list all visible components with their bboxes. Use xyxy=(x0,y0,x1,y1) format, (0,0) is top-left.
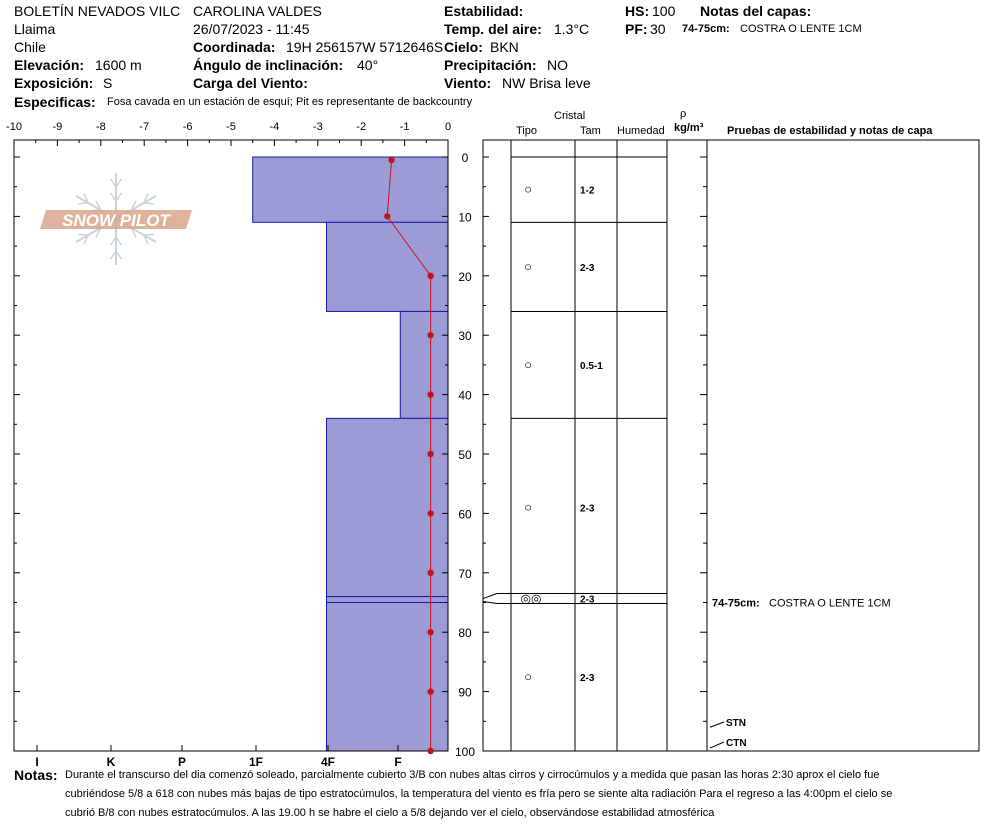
depth-tick-label: 50 xyxy=(458,448,472,462)
aspect-label: Exposición: xyxy=(14,75,94,91)
datetime: 26/07/2023 - 11:45 xyxy=(193,21,310,37)
crystal-type: ○ xyxy=(524,668,532,684)
wind-value: NW Brisa leve xyxy=(502,75,591,91)
depth-tick-label: 70 xyxy=(458,566,472,581)
temperature-point xyxy=(427,510,433,516)
temperature-axis xyxy=(6,121,451,146)
temperature-point xyxy=(384,213,390,219)
tam-header: Tam xyxy=(580,125,601,137)
test-label: CTN xyxy=(726,738,747,749)
snowflake-branch xyxy=(78,203,88,204)
elevation-value: 1600 m xyxy=(95,57,142,73)
observer-name: CAROLINA VALDES xyxy=(193,3,322,19)
test-leader xyxy=(710,722,724,727)
temp-tick-label: -6 xyxy=(182,121,193,133)
crystal-type: ○ xyxy=(524,258,532,274)
depth-tick-label: 90 xyxy=(458,685,472,700)
temp-tick-label: -9 xyxy=(52,121,63,133)
temp-tick-label: -3 xyxy=(312,121,323,133)
location: Llaima xyxy=(14,21,56,37)
depth-tick-label: 10 xyxy=(458,210,472,225)
humedad-header: Humedad xyxy=(617,125,665,137)
temp-tick-label: -4 xyxy=(269,121,280,133)
crystal-type: ○ xyxy=(524,356,532,372)
layer-note-depth: 74-75cm: xyxy=(712,597,760,610)
density-rho-header: ρ xyxy=(680,108,687,120)
notes-line-1: Durante el transcurso del dia comenzó soleado, parcialmente cubierto 3/B con nubes altas cirros y cirrocúmulos y a medida que pasan las horas 2:30 aprox el cielo fue xyxy=(65,769,880,781)
hs-value: 100 xyxy=(652,3,676,19)
temp-tick-label: 0 xyxy=(444,121,452,133)
snowflake-branch xyxy=(78,234,88,235)
tests-header: Pruebas de estabilidad y notas de capa xyxy=(727,125,933,137)
hardness-bar xyxy=(253,157,448,222)
pf-label: PF: xyxy=(625,21,648,37)
precipitation-value: NO xyxy=(547,57,568,73)
test-leader xyxy=(710,742,724,748)
layer-table xyxy=(483,140,891,751)
density-unit-header: kg/m³ xyxy=(674,122,704,134)
temp-tick-label: -7 xyxy=(139,121,150,133)
depth-tick-label: 60 xyxy=(458,507,472,522)
test-label: STN xyxy=(726,718,746,729)
report-title: BOLETÍN NEVADOS VILC xyxy=(14,3,181,19)
temperature-point xyxy=(427,570,433,576)
hs-label: HS: xyxy=(625,3,650,19)
aspect-value: S xyxy=(103,75,113,91)
crystal-size: 2-3 xyxy=(580,262,595,274)
crystal-type: ◎◎ xyxy=(520,591,542,606)
temp-tick-label: -10 xyxy=(6,121,22,133)
temperature-point xyxy=(427,332,433,338)
layer-note-text: COSTRA O LENTE 1CM xyxy=(769,597,891,610)
table-frame xyxy=(483,140,979,751)
hardness-tick-label: P xyxy=(177,755,187,769)
hardness-bar xyxy=(326,222,448,311)
depth-tick-label: 0 xyxy=(461,151,469,165)
sky-label: Cielo: xyxy=(444,39,483,55)
hardness-tick-label: 1F xyxy=(248,755,264,769)
crystal-size: 2-3 xyxy=(580,672,595,684)
temperature-point xyxy=(427,748,433,754)
hardness-tick-label: 4F xyxy=(320,755,336,769)
coordinate-value: 19H 256157W 5712646S xyxy=(286,39,444,55)
temp-tick-label: -1 xyxy=(399,121,410,133)
crystal-size: 2-3 xyxy=(580,503,595,515)
temperature-point xyxy=(427,688,433,694)
depth-tick-label: 100 xyxy=(454,745,476,759)
crystal-type: ○ xyxy=(524,499,532,515)
stability-label: Estabilidad: xyxy=(444,3,524,19)
coordinate-label: Coordinada: xyxy=(193,39,276,55)
snowflake-branch xyxy=(144,234,154,235)
temperature-point xyxy=(427,451,433,457)
temperature-point xyxy=(388,157,394,163)
temperature-point xyxy=(427,629,433,635)
specifics-value: Fosa cavada en un estación de esquí; Pit es representante de backcountry xyxy=(107,96,473,108)
precipitation-label: Precipitación: xyxy=(444,57,537,73)
tipo-header: Tipo xyxy=(516,125,537,137)
hardness-bar xyxy=(326,597,448,603)
depth-tick-label: 30 xyxy=(458,329,472,344)
specifics-label: Especificas: xyxy=(14,94,96,110)
hardness-layers xyxy=(253,157,448,751)
hardness-tick-label: I xyxy=(35,755,39,769)
hardness-tick-label: K xyxy=(106,755,116,769)
temp-tick-label: -2 xyxy=(356,121,367,133)
depth-tick-label: 20 xyxy=(458,269,472,284)
snowpilot-logo xyxy=(40,173,192,265)
layer-notes-label: Notas del capas: xyxy=(700,3,812,19)
stability-tests xyxy=(710,718,747,749)
air-temp-label: Temp. del aire: xyxy=(444,21,542,37)
temp-tick-label: -5 xyxy=(226,121,236,133)
temp-tick-label: -8 xyxy=(95,121,106,133)
elevation-label: Elevación: xyxy=(14,57,85,73)
crystal-type: ○ xyxy=(524,181,532,197)
temperature-point xyxy=(427,273,433,279)
air-temp-value: 1.3°C xyxy=(554,21,590,37)
layer-connector xyxy=(483,594,511,604)
country: Chile xyxy=(14,39,46,55)
sky-value: BKN xyxy=(490,39,519,55)
wind-label: Viento: xyxy=(444,75,492,91)
snowflake-branch xyxy=(144,203,154,204)
crystal-size: 2-3 xyxy=(580,594,595,606)
depth-tick-label: 80 xyxy=(458,626,472,641)
crystal-size: 0.5-1 xyxy=(580,360,603,372)
inclination-value: 40° xyxy=(357,57,379,73)
depth-tick-label: 40 xyxy=(458,388,472,403)
notes-line-3: cubrió B/8 con nubes estratocúmulos. A las 19.00 h se habre el cielo a 5/8 dejando ver el cielo, observándose estabilidad atmosférica xyxy=(65,807,715,819)
chart-frames xyxy=(14,140,979,751)
logo-text: SNOW PILOT xyxy=(62,211,170,230)
wind-load-label: Carga del Viento: xyxy=(193,75,308,91)
layer-note-text: COSTRA O LENTE 1CM xyxy=(740,23,862,35)
crystal-size: 1-2 xyxy=(580,185,595,197)
pf-value: 30 xyxy=(650,21,666,37)
notes-label: Notas: xyxy=(14,767,58,783)
notes-line-2: cubriéndose 5/8 a 618 con nubes más bajas de tipo estratocúmulos, la temperatura del viento es fría pero se siente alta radiación Para el regreso a las 4:00pm el cielo se xyxy=(65,788,893,800)
hardness-bar xyxy=(326,603,448,752)
layer-note-depth: 74-75cm: xyxy=(682,23,730,35)
crystal-header: Cristal xyxy=(554,110,586,122)
inclination-label: Ángulo de inclinación: xyxy=(193,57,344,73)
temperature-point xyxy=(427,391,433,397)
hardness-bar xyxy=(400,311,448,418)
hardness-tick-label: F xyxy=(394,755,402,769)
